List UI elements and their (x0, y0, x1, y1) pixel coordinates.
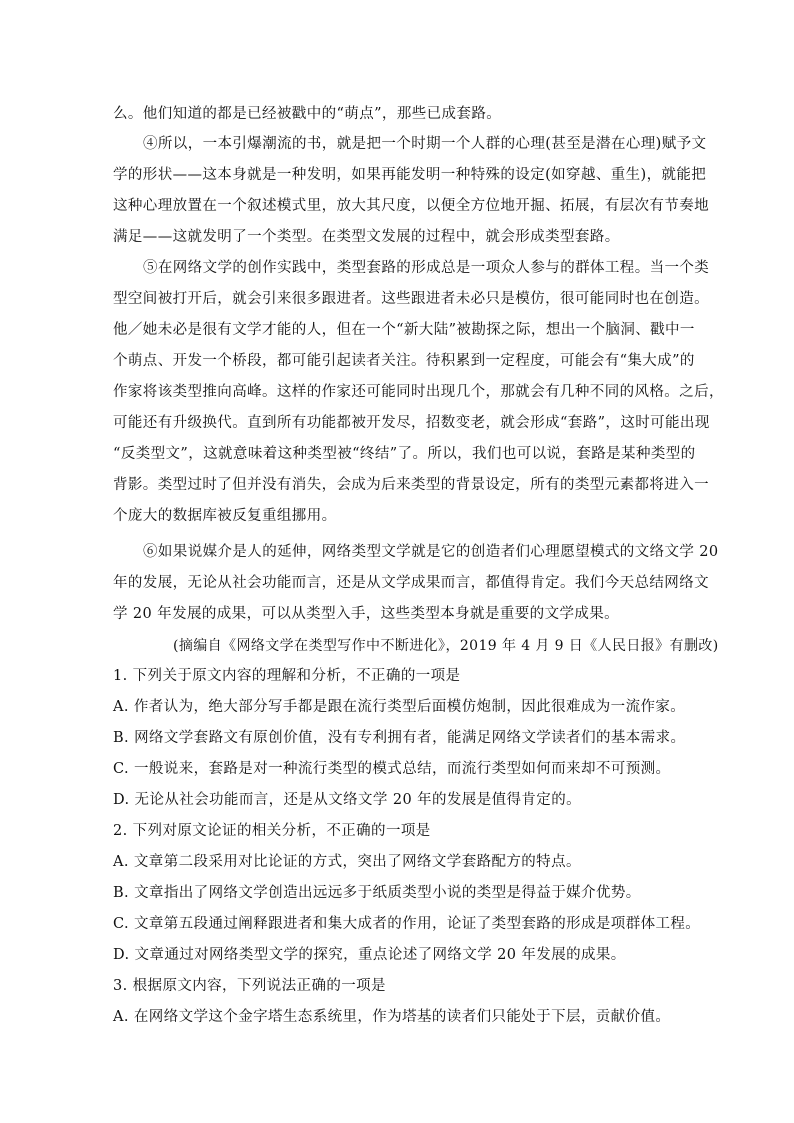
paragraph-5-line: 可能还有升级换代。直到所有功能都被开发尽，招数变老，就会形成“套路”，这时可能出现 (113, 415, 710, 431)
question-stem: 3. 根据原文内容，下列说法正确的一项是 (113, 978, 386, 994)
answer-option: D. 无论从社会功能而言，还是从文络文学 20 年的发展是值得肯定的。 (113, 792, 581, 808)
answer-option: D. 文章通过对网络类型文学的探究，重点论述了网络文学 20 年发展的成果。 (113, 947, 626, 963)
answer-option: A. 文章第二段采用对比论证的方式，突出了网络文学套路配方的特点。 (113, 854, 581, 870)
paragraph-5-line: 他／她未必是很有文学才能的人，但在一个“新大陆”被勘探之际，想出一个脑洞、戳中一 (113, 322, 695, 338)
answer-option: C. 文章第五段通过阐释跟进者和集大成者的作用，论证了类型套路的形成是项群体工程。 (113, 916, 701, 932)
paragraph-4-line: 学的形状——这本身就是一种发明，如果再能发明一种特殊的设定(如穿越、重生)，就能把 (113, 167, 707, 183)
answer-option: B. 网络文学套路文有原创价值，没有专利拥有者，能满足网络文学读者们的基本需求。 (113, 730, 686, 746)
answer-option: B. 文章指出了网络文学创造出远远多于纸质类型小说的类型是得益于媒介优势。 (113, 885, 641, 901)
source-citation: (摘编自《网络文学在类型写作中不断进化》，2019 年 4 月 9 日《人民日报》有删改) (173, 638, 719, 654)
paragraph-5-line: 作家将该类型推向高峰。这样的作家还可能同时出现几个，那就会有几种不同的风格。之后， (113, 384, 724, 400)
question-stem: 1. 下列关于原文内容的理解和分析，不正确的一项是 (113, 668, 461, 684)
paragraph-4-line: ④所以，一本引爆潮流的书，就是把一个时期一个人群的心理(甚至是潜在心理)赋予文 (143, 136, 707, 152)
paragraph-5-line: 个萌点、开发一个桥段，都可能引起读者关注。待积累到一定程度，可能会有“集大成”的 (113, 353, 695, 369)
answer-option: A. 在网络文学这个金字塔生态系统里，作为塔基的读者们只能处于下层，贡献价值。 (113, 1009, 671, 1025)
paragraph-4-line: 这种心理放置在一个叙述模式里，放大其尺度，以便全方位地开掘、拓展，有层次有节奏地 (113, 198, 709, 214)
paragraph-4-line: 满足——这就发明了一个类型。在类型文发展的过程中，就会形成类型套路。 (113, 229, 620, 245)
paragraph-5-line: 型空间被打开后，就会引来很多跟进者。这些跟进者未必只是模仿，很可能同时也在创造。 (113, 291, 709, 307)
paragraph-6-line: 年的发展，无论从社会功能而言，还是从文学成果而言，都值得肯定。我们今天总结网络文 (113, 575, 709, 591)
paragraph-5-line: ⑤在网络文学的创作实践中，类型套路的形成总是一项众人参与的群体工程。当一个类 (143, 260, 710, 276)
paragraph-5-line: 背影。类型过时了但并没有消失，会成为后来类型的背景设定，所有的类型元素都将进入一 (113, 477, 709, 493)
paragraph-5-line: 个庞大的数据库被反复重组挪用。 (113, 508, 337, 524)
paragraph-3-tail: 么。他们知道的都是已经被戳中的“萌点”，那些已成套路。 (113, 106, 502, 122)
paragraph-6-line: 学 20 年发展的成果，可以从类型入手，这些类型本身就是重要的文学成果。 (113, 606, 620, 622)
answer-option: A. 作者认为，绝大部分写手都是跟在流行类型后面模仿炮制，因此很难成为一流作家。 (113, 699, 686, 715)
paragraph-6-line: ⑥如果说媒介是人的延伸，网络类型文学就是它的创造者们心理愿望模式的文络文学 20 (143, 544, 719, 560)
answer-option: C. 一般说来，套路是对一种流行类型的模式总结，而流行类型如何而来却不可预测。 (113, 761, 671, 777)
question-stem: 2. 下列对原文论证的相关分析，不正确的一项是 (113, 823, 431, 839)
paragraph-5-line: “反类型文”，这就意味着这种类型被“终结”了。所以，我们也可以说，套路是某种类型的 (113, 446, 696, 462)
